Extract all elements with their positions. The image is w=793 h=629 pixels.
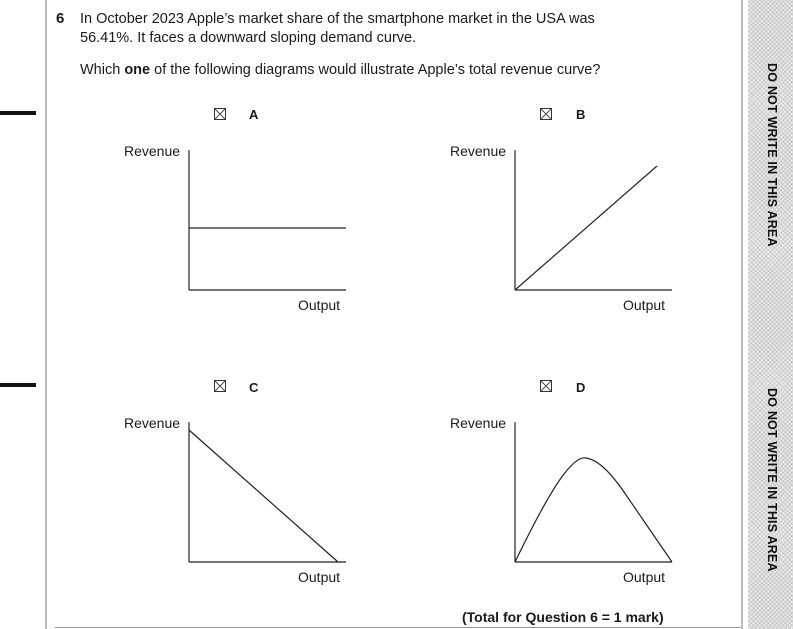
prompt-text-start: Which [80,62,125,78]
left-margin-rule [45,0,47,629]
option-a-letter: A [249,107,259,122]
margin-marker-bottom [0,383,36,387]
question-stem-line-1: In October 2023 Apple’s market share of the smartphone market in the USA was [80,11,595,27]
option-d-diagram [514,422,674,564]
option-a-diagram [188,150,348,292]
option-b-letter: B [576,107,586,122]
question-stem-line-2: 56.41%. It faces a downward sloping demand curve. [80,30,417,46]
option-b-revenue-curve [515,166,657,290]
right-margin-rule [741,0,743,629]
option-c-checkbox[interactable] [214,380,226,392]
option-d-revenue-curve [515,458,672,562]
option-b-y-label: Revenue [450,143,507,159]
option-c-revenue-curve [189,430,338,562]
option-d-x-label: Output [623,569,666,585]
option-b-diagram [514,150,674,292]
prompt-emphasis: one [124,62,151,78]
option-a-x-label: Output [298,297,341,313]
option-d-checkbox[interactable] [540,380,552,392]
total-marks: (Total for Question 6 = 1 mark) [462,609,664,625]
option-c-y-label: Revenue [124,415,181,431]
question-stem [80,10,680,48]
option-c-x-label: Output [298,569,341,585]
option-d-letter: D [576,380,586,395]
option-d-y-label: Revenue [450,415,507,431]
question-number: 6 [56,10,65,27]
option-a-checkbox[interactable] [214,108,226,120]
option-c-letter: C [249,380,259,395]
option-b-x-label: Output [623,297,666,313]
do-not-write-warning-top: DO NOT WRITE IN THIS AREA [765,63,779,247]
option-a-y-label: Revenue [124,143,181,159]
bottom-rule [55,627,741,628]
margin-marker-top [0,111,36,115]
option-c-diagram [188,422,348,564]
prompt-text-end: of the following diagrams would illustrate Apple’s total revenue curve? [150,62,601,78]
do-not-write-warning-bottom: DO NOT WRITE IN THIS AREA [765,388,779,572]
option-b-checkbox[interactable] [540,108,552,120]
question-prompt [80,62,600,78]
